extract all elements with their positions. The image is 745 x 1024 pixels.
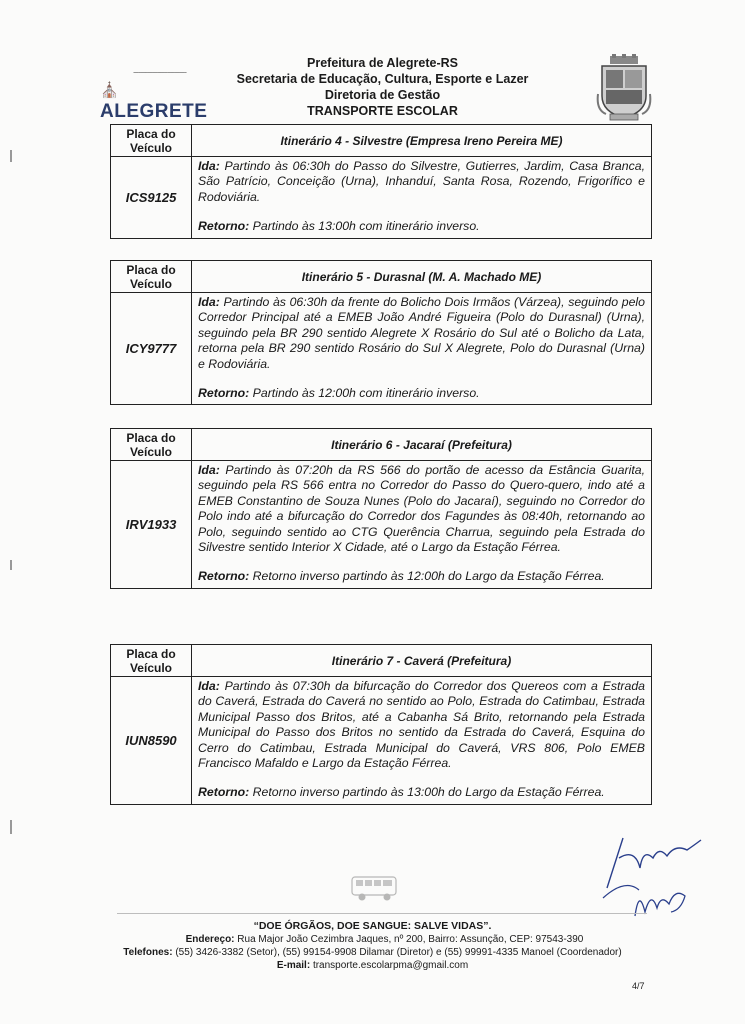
retorno-label: Retorno: xyxy=(198,219,250,234)
footer-address: Endereço: Rua Major João Cezimbra Jaques, nº 200, Bairro: Assunção, CEP: 97543-390 xyxy=(185,934,584,945)
footer-divider xyxy=(117,913,647,914)
header-line-secretaria: Secretaria de Educação, Cultura, Esporte e Lazer xyxy=(236,72,529,86)
itinerary-title: Itinerário 7 - Caverá (Prefeitura) xyxy=(331,653,512,668)
itinerary-content-row xyxy=(111,461,651,588)
itinerary-description xyxy=(192,293,651,404)
vehicle-plate: ICY9777 xyxy=(111,293,192,404)
retorno-label: Retorno: xyxy=(198,785,250,800)
plate-column-label: Placa do Veículo xyxy=(111,261,192,292)
vehicle-plate: IUN8590 xyxy=(111,677,192,804)
itinerary-content-row xyxy=(111,157,651,238)
logo-emblem-icon: ⛪ xyxy=(100,82,120,99)
coat-of-arms-icon xyxy=(596,54,652,122)
footer-email: E-mail: transporte.escolarpma@gmail.com xyxy=(276,960,469,971)
ida-text: Partindo às 06:30h do Passo do Silvestre, Gutierres, Jardim, Casa Branca, São Patrício, Conceição (Urna), Inhanduí, Santa Rosa, Rozendo, Frigorífico e Rodoviária. xyxy=(198,159,645,204)
itinerary-header-row xyxy=(111,429,651,461)
retorno-text: Partindo às 12:00h com itinerário inverso. xyxy=(252,386,480,401)
ida-text: Partindo às 07:30h da bifurcação do Corredor dos Quereos com a Estrada do Caverá, Estrada do Caverá no sentido ao Polo, Estrada do Catimbau, Estrada Municipal Passo dos Britos, até a Cabanha Sá Brito, retornando pela Estrada Municipal do Passo dos Britos no sentido da Estrada do Caverá, Esquina do Cerro do Catimbau, Estrada Municipal do Caverá, VRS 806, Polo EMEB Francisco Mafaldo e Largo da Estação Férrea. xyxy=(198,679,645,771)
retorno-text: Partindo às 13:00h com itinerário inverso. xyxy=(252,219,480,234)
ida-label: Ida: xyxy=(198,295,220,309)
scan-margin-mark xyxy=(10,150,12,162)
itinerary-title: Itinerário 4 - Silvestre (Empresa Ireno Pereira ME) xyxy=(280,133,563,148)
plate-column-label: Placa do Veículo xyxy=(111,125,192,156)
itinerary-content-row xyxy=(111,677,651,804)
school-bus-icon xyxy=(350,873,400,903)
itinerary-block-4 xyxy=(110,124,652,239)
plate-column-label: Placa do Veículo xyxy=(111,429,192,460)
itinerary-block-7 xyxy=(110,644,652,805)
itinerary-block-6 xyxy=(110,428,652,589)
header-line-prefeitura: Prefeitura de Alegrete-RS xyxy=(307,56,458,70)
letterhead xyxy=(0,48,745,126)
itinerary-block-5 xyxy=(110,260,652,405)
itinerary-description xyxy=(192,461,651,588)
vehicle-plate: IRV1933 xyxy=(111,461,192,588)
itinerary-header-row xyxy=(111,645,651,677)
retorno-text: Retorno inverso partindo às 13:00h do Largo da Estação Férrea. xyxy=(252,785,605,800)
header-line-transporte: TRANSPORTE ESCOLAR xyxy=(307,104,458,118)
header-line-diretoria: Diretoria de Gestão xyxy=(324,88,441,102)
ida-label: Ida: xyxy=(198,159,220,173)
itinerary-title: Itinerário 6 - Jacaraí (Prefeitura) xyxy=(331,437,512,452)
ida-text: Partindo às 07:20h da RS 566 do portão de acesso da Estância Guarita, seguindo pela RS 566 entra no Corredor do Passo do Quero-quero, indo até a EMEB Constantino de Souza Nunes (Polo do Jacaraí), seguindo no Corredor do Polo indo até a bifurcação do Corredor dos Fagundes às 08:40h, retornando ao Polo, seguindo sentido ao CTG Querência Charrua, seguindo pela Estrada do Silvestre sentido Interior X Cidade, até o Largo da Estação Férrea. xyxy=(198,463,645,555)
plate-column-label: Placa do Veículo xyxy=(111,645,192,676)
page-number: 4/7 xyxy=(632,981,645,991)
scan-margin-mark xyxy=(10,820,12,834)
retorno-label: Retorno: xyxy=(198,569,250,584)
itinerary-header-row xyxy=(111,125,651,157)
itinerary-content-row xyxy=(111,293,651,404)
logo-word: ⛪ALEGRETE xyxy=(100,82,208,122)
page-footer xyxy=(0,920,745,972)
ida-label: Ida: xyxy=(198,679,220,693)
retorno-text: Retorno inverso partindo às 12:00h do Largo da Estação Férrea. xyxy=(252,569,605,584)
itinerary-title: Itinerário 5 - Durasnal (M. A. Machado ME) xyxy=(301,269,542,284)
handwritten-signature xyxy=(595,828,705,923)
ida-label: Ida: xyxy=(198,463,220,477)
footer-slogan: “DOE ÓRGÃOS, DOE SANGUE: SALVE VIDAS”. xyxy=(253,920,492,932)
vehicle-plate: ICS9125 xyxy=(111,157,192,238)
itinerary-description xyxy=(192,157,651,238)
footer-phones: Telefones: (55) 3426-3382 (Setor), (55) 99154-9908 Dilamar (Diretor) e (55) 99991-4335 Manoel (Coordenador) xyxy=(123,947,622,958)
retorno-label: Retorno: xyxy=(198,386,250,401)
logo-tagline: ━━━━━━━━━━━━━━━━━━━━━━ xyxy=(133,70,187,75)
ida-text: Partindo às 06:30h da frente do Bolicho Dois Irmãos (Várzea), seguindo pelo Corredor Principal até a EMEB João André Figueira (Polo do Durasnal) (Urna), seguindo pela BR 290 sentido Alegrete X Rosário do Sul até o Bolicho da Lata, retorna pela BR 290 sentido Rosário do Sul X Alegrete, Polo do Durasnal (Urna) e Rodoviária. xyxy=(198,295,645,371)
scan-margin-mark xyxy=(10,560,12,570)
itinerary-header-row xyxy=(111,261,651,293)
itinerary-description xyxy=(192,677,651,804)
